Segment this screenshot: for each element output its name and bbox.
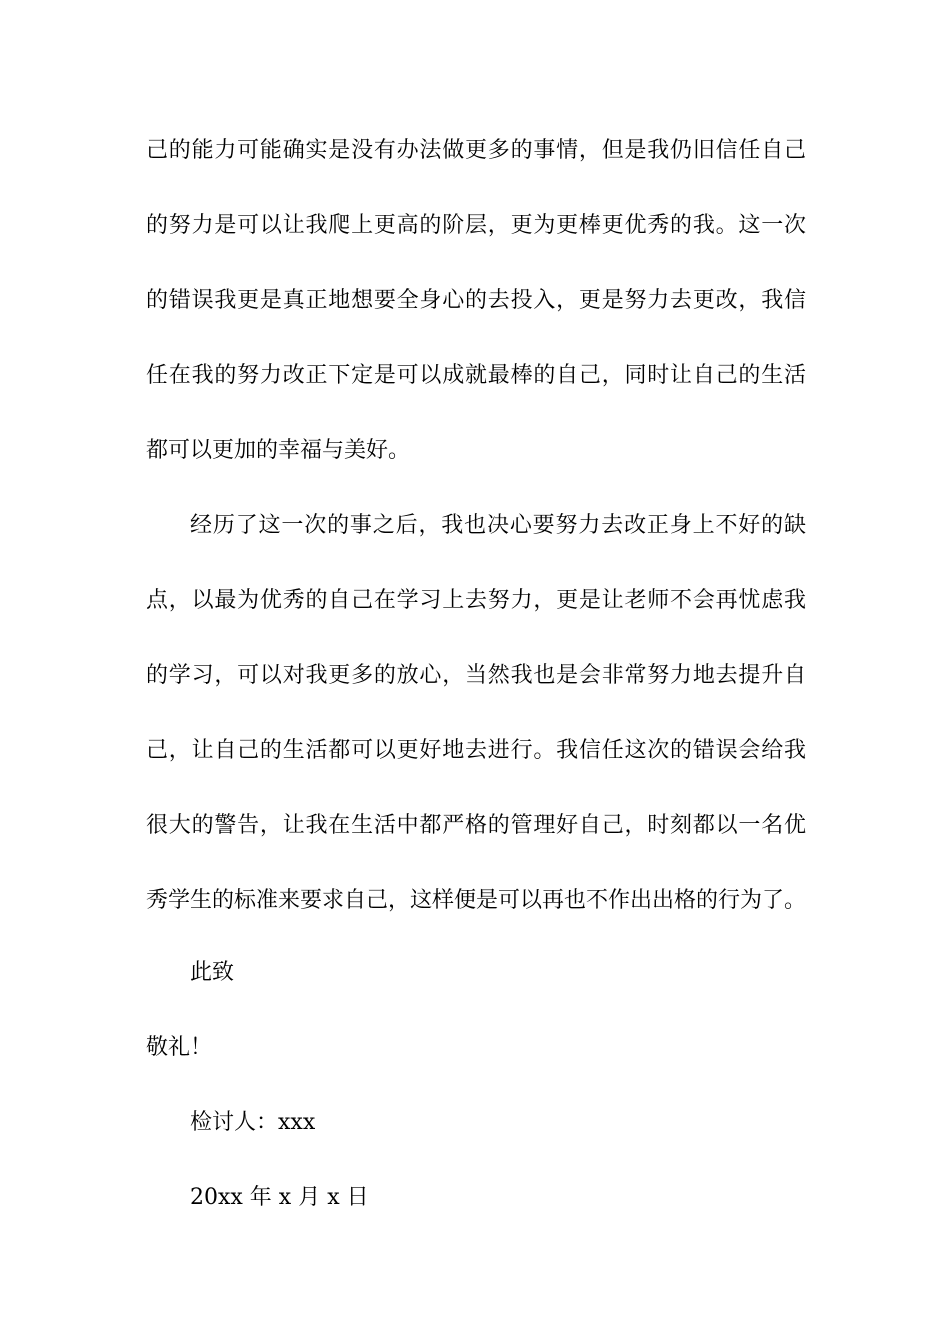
paragraph-line: 的学习，可以对我更多的放心，当然我也是会非常努力地去提升自 xyxy=(146,663,806,688)
paragraph-line: 任在我的努力改正下定是可以成就最棒的自己，同时让自己的生活 xyxy=(146,363,806,388)
paragraph-line: 很大的警告，让我在生活中都严格的管理好自己，时刻都以一名优 xyxy=(146,813,806,838)
paragraph-line: 秀学生的标准来要求自己，这样便是可以再也不作出出格的行为了。 xyxy=(146,888,807,913)
paragraph-line: 都可以更加的幸福与美好。 xyxy=(146,438,411,463)
paragraph-line: 己的能力可能确实是没有办法做更多的事情，但是我仍旧信任自己 xyxy=(146,138,806,163)
paragraph-line: 己，让自己的生活都可以更好地去进行。我信任这次的错误会给我 xyxy=(146,738,806,763)
paragraph-line: 的努力是可以让我爬上更高的阶层，更为更棒更优秀的我。这一次 xyxy=(146,213,806,238)
date-line: 20xx 年 x 月 x 日 xyxy=(190,1185,369,1210)
closing-regards: 敬礼！ xyxy=(146,1035,213,1060)
paragraph-line: 点，以最为优秀的自己在学习上去努力，更是让老师不会再忧虑我 xyxy=(146,588,806,613)
paragraph-line: 经历了这一次的事之后，我也决心要努力去改正身上不好的缺 xyxy=(190,513,806,538)
closing-salutation: 此致 xyxy=(190,960,235,985)
signature-line: 检讨人：xxx xyxy=(190,1110,316,1135)
paragraph-line: 的错误我更是真正地想要全身心的去投入，更是努力去更改，我信 xyxy=(146,288,806,313)
